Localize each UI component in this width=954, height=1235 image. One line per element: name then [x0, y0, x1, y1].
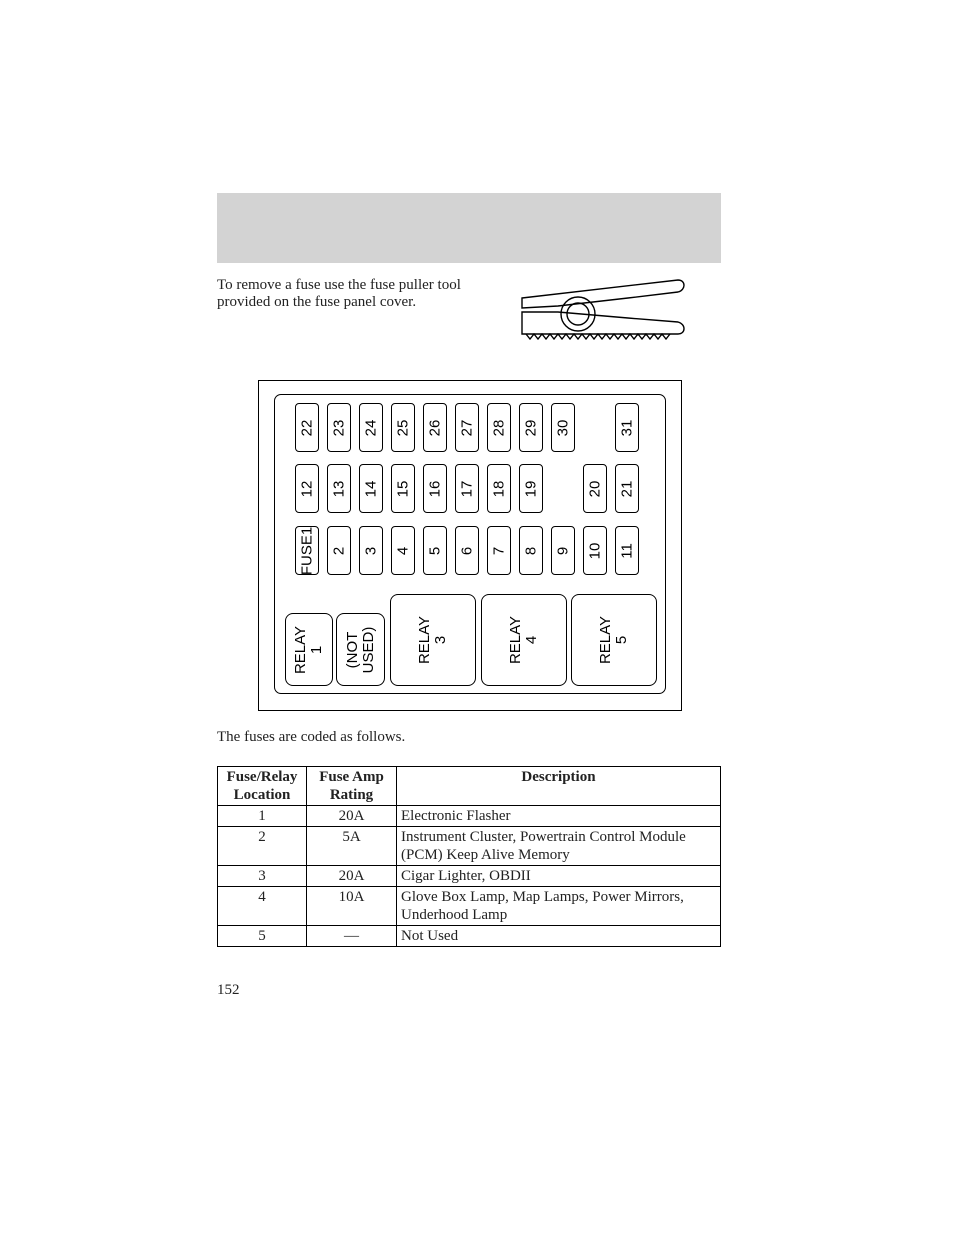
cell-location: 1: [218, 806, 307, 827]
fuse-19: 19: [519, 464, 543, 513]
relay-3: RELAY 3: [390, 594, 476, 686]
fuse-table: [217, 766, 721, 947]
cell-location: 2: [218, 827, 307, 866]
table-row: [218, 827, 721, 866]
fuses-coded-caption: The fuses are coded as follows.: [217, 729, 406, 745]
fuse-26: 26: [423, 403, 447, 452]
fuse-22: 22: [295, 403, 319, 452]
table-row: [218, 806, 721, 827]
cell-rating: 10A: [307, 887, 397, 926]
cell-rating: 20A: [307, 866, 397, 887]
fuse-21: 21: [615, 464, 639, 513]
fuse-1: FUSE1: [295, 526, 319, 575]
fuse-14: 14: [359, 464, 383, 513]
cell-rating: —: [307, 926, 397, 947]
fuse-30: 30: [551, 403, 575, 452]
cell-rating: 5A: [307, 827, 397, 866]
fuse-13: 13: [327, 464, 351, 513]
relay-5: RELAY 5: [571, 594, 657, 686]
fuse-25: 25: [391, 403, 415, 452]
table-row: [218, 926, 721, 947]
section-header-bar: [217, 193, 721, 263]
cell-location: 5: [218, 926, 307, 947]
relay-4: RELAY 4: [481, 594, 567, 686]
fuse-3: 3: [359, 526, 383, 575]
fuse-28: 28: [487, 403, 511, 452]
fuse-29: 29: [519, 403, 543, 452]
fuse-7: 7: [487, 526, 511, 575]
fuse-27: 27: [455, 403, 479, 452]
fuse-23: 23: [327, 403, 351, 452]
fuse-5: 5: [423, 526, 447, 575]
fuse-puller-icon: [518, 276, 688, 346]
relay-2-not-used: (NOT USED): [336, 613, 385, 686]
fuse-24: 24: [359, 403, 383, 452]
fuse-17: 17: [455, 464, 479, 513]
cell-description: Instrument Cluster, Powertrain Control Module (PCM) Keep Alive Memory: [397, 827, 721, 866]
cell-description: Glove Box Lamp, Map Lamps, Power Mirrors, Underhood Lamp: [397, 887, 721, 926]
fuse-31: 31: [615, 403, 639, 452]
header-description: Description: [397, 767, 721, 806]
fuse-16: 16: [423, 464, 447, 513]
table-row: [218, 866, 721, 887]
header-location: Fuse/Relay Location: [218, 767, 307, 806]
header-rating: Fuse Amp Rating: [307, 767, 397, 806]
fuse-10: 10: [583, 526, 607, 575]
intro-paragraph: To remove a fuse use the fuse puller tool provided on the fuse panel cover.: [217, 277, 461, 310]
fuse-6: 6: [455, 526, 479, 575]
fuse-20: 20: [583, 464, 607, 513]
fuse-11: 11: [615, 526, 639, 575]
cell-location: 4: [218, 887, 307, 926]
fuse-9: 9: [551, 526, 575, 575]
fuse-2: 2: [327, 526, 351, 575]
cell-rating: 20A: [307, 806, 397, 827]
cell-description: Not Used: [397, 926, 721, 947]
page-number: 152: [217, 982, 240, 998]
cell-location: 3: [218, 866, 307, 887]
fuse-18: 18: [487, 464, 511, 513]
table-row: [218, 887, 721, 926]
fuse-12: 12: [295, 464, 319, 513]
cell-description: Cigar Lighter, OBDII: [397, 866, 721, 887]
cell-description: Electronic Flasher: [397, 806, 721, 827]
table-header-row: [218, 767, 721, 806]
relay-1: RELAY 1: [285, 613, 333, 686]
fuse-8: 8: [519, 526, 543, 575]
fuse-15: 15: [391, 464, 415, 513]
fuse-4: 4: [391, 526, 415, 575]
